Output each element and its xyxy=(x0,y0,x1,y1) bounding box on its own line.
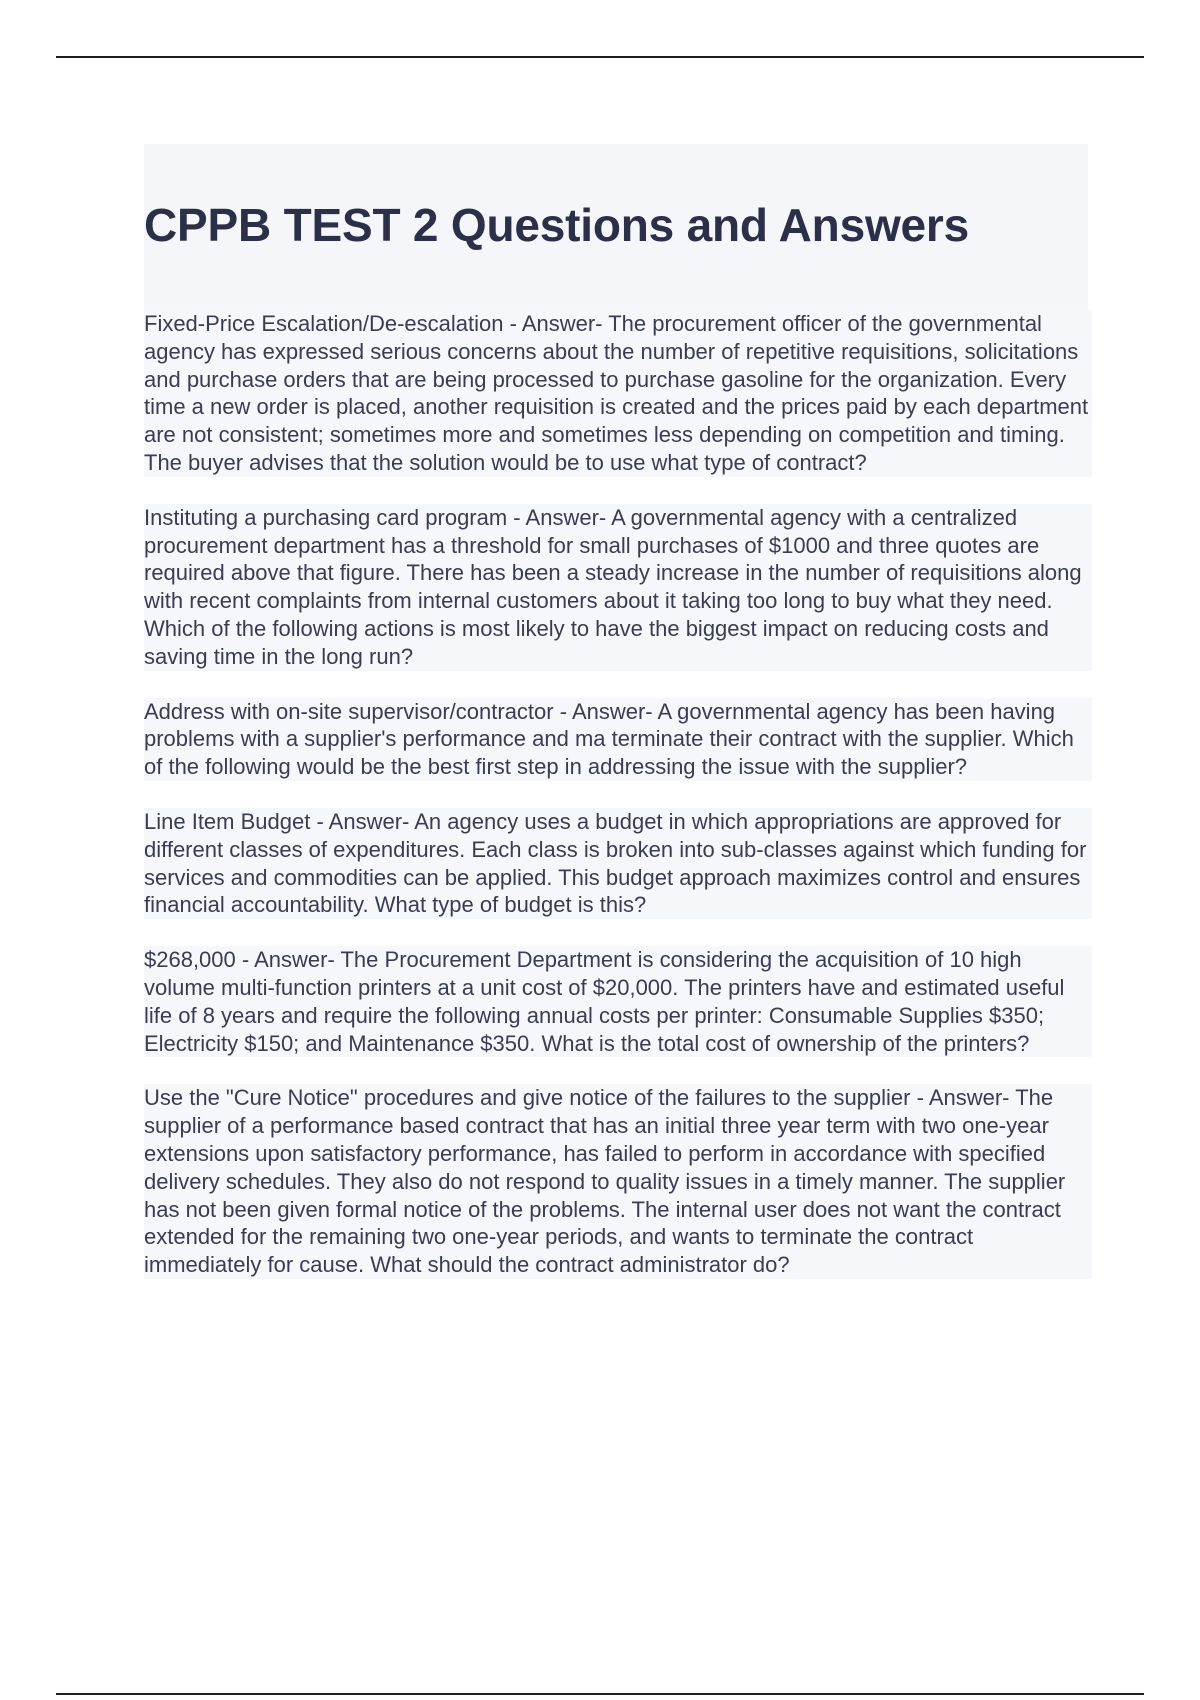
qa-item-text: Fixed-Price Escalation/De-escalation - Answer- The procurement officer of the governmental agency has expressed serious concerns about the number of repetitive requisitions, solicitations and purchase orders that are being processed to purchase gasoline for the organization. Every time a new order is placed, another requisition is created and the prices paid by each department are not consistent; sometimes more and sometimes less depending on competition and timing. The buyer advises that the solution would be to use what type of contract? xyxy=(144,311,1089,475)
qa-item-4 xyxy=(144,808,1092,919)
title-block xyxy=(144,144,1088,314)
qa-item-text: Instituting a purchasing card program - Answer- A governmental agency with a centralized procurement department has a threshold for small purchases of $1000 and three quotes are required above that figure. There has been a steady increase in the number of requisitions along with recent complaints from internal customers about it taking too long to buy what they need. Which of the following actions is most likely to have the biggest impact on reducing costs and saving time in the long run? xyxy=(144,504,1082,669)
qa-item-3 xyxy=(144,698,1092,781)
footer-rule xyxy=(56,1693,1144,1695)
qa-item-1 xyxy=(144,310,1092,477)
qa-item-2 xyxy=(144,504,1092,671)
qa-item-text: Line Item Budget - Answer- An agency uses a budget in which appropriations are approved for different classes of expenditures. Each class is broken into sub-classes against which funding for services and commodities can be applied. This budget approach maximizes control and ensures financial accountability. What type of budget is this? xyxy=(144,808,1087,918)
document-title: CPPB TEST 2 Questions and Answers xyxy=(144,199,969,251)
qa-item-text: $268,000 - Answer- The Procurement Department is considering the acquisition of 10 high volume multi-function printers at a unit cost of $20,000. The printers have and estimated useful life of 8 years and require the following annual costs per printer: Consumable Supplies $350; Electricity $150; and Maintenance $350. What is the total cost of ownership of the printers? xyxy=(144,947,1065,1056)
header-rule xyxy=(56,56,1144,58)
qa-list xyxy=(144,310,1092,1306)
qa-item-5 xyxy=(144,946,1092,1057)
qa-item-6 xyxy=(144,1084,1092,1279)
qa-item-text: Address with on-site supervisor/contractor - Answer- A governmental agency has been having problems with a supplier's performance and ma terminate their contract with the supplier. Which of the following would be the best first step in addressing the issue with the supplier? xyxy=(144,698,1074,780)
qa-item-text: Use the "Cure Notice" procedures and give notice of the failures to the supplier - Answer- The supplier of a performance based contract that has an initial three year term with two one-year extensions upon satisfactory performance, has failed to perform in accordance with specified delivery schedules. They also do not respond to quality issues in a timely manner. The supplier has not been given formal notice of the problems. The internal user does not want the contract extended for the remaining two one-year periods, and wants to terminate the contract immediately for cause. What should the contract administrator do? xyxy=(144,1085,1066,1278)
